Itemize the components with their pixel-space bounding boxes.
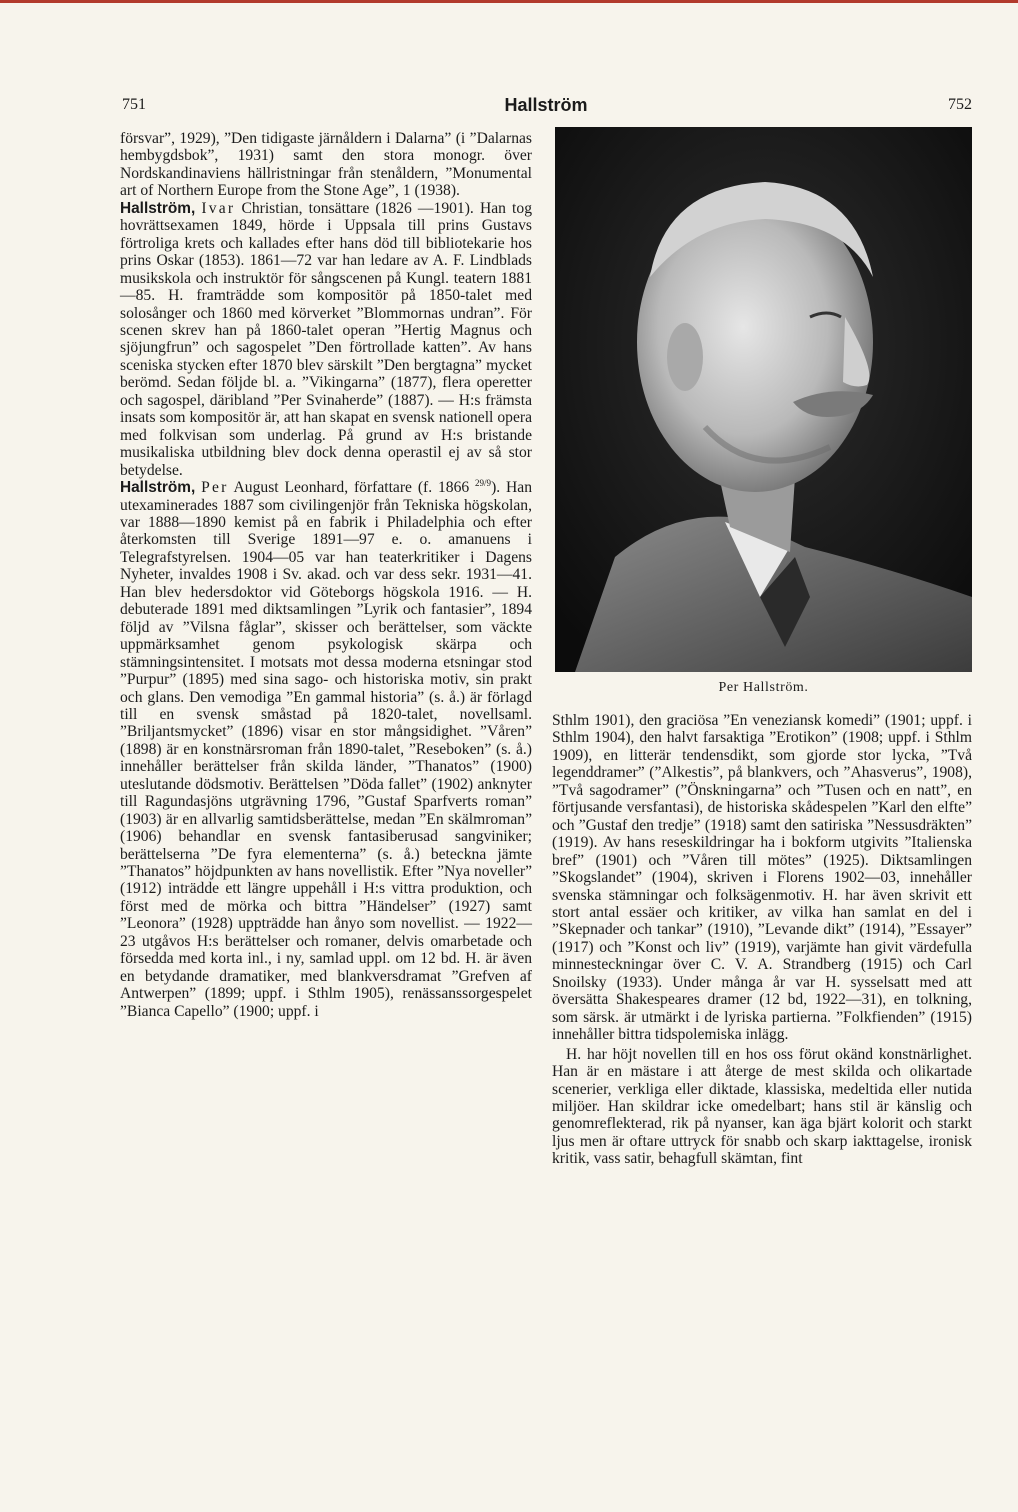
page-number-left: 751: [122, 96, 146, 113]
entry-firstname: Per: [201, 479, 229, 497]
left-column: [120, 130, 532, 1020]
right-paragraph-2: H. har höjt novellen till en hos oss förut okänd konstnärlighet. Han är en mästare i att återge de mest skilda och olikartade scenerier, verkliga eller diktade, klassiska, medeltida eller nutida miljöer. Han skildrar icke omedelbart; hans stil är känslig och genomreflekterad, rik på nyanser, kan äga bjärt kolorit och starkt ljus men är oftare uttryck för snabb och skarp iakttagelse, ironisk kritik, vass satir, behagfull skämtan, fint: [552, 1045, 972, 1168]
right-column: [552, 712, 972, 1168]
entry-firstname: Ivar: [201, 199, 236, 217]
right-paragraph-1: Sthlm 1901), den graciösa ”En veneziansk komedi” (1901; uppf. i Sthlm 1904), den halvt farsaktiga ”Erotikon” (1908; uppf. i Sthlm 1909), en litterär tendensdikt, som gjorde stor lycka, ”Två legenddramer” (”Alkestis”, på blankvers, och ”Ahasverus”, 1908), ”Två sagodramer” (”Önskningarna” och ”Tusen och en natt”, en förtjusande versfantasi), de historiska skådespelen ”Karl den elfte” och ”Gustaf den tredje” (1918) samt den satiriska ”Nessusdräkten” (1919). Av hans reseskildringar ha i bokform utgivits ”Italienska bref” (1901) och ”Våren till mötes” (1925). Diktsamlingen ”Skogslandet” (1904), skriven i Florens 1902—03, innehåller svenska stämningar och folksägenmotiv. H. har även skrivit ett stort antal essäer och kritiker, av vilka han samlat en del i ”Skepnader och tankar” (1910), ”Levande dikt” (1914), ”Essayer” (1917) och ”Konst och liv” (1919), varjämte han givit värdefulla minnesteckningar över C. V. A. Strandberg (1915) och Carl Snoilsky (1933). Under många år var H. sysselsatt med att översätta Shakespeares dramer (12 bd, 1922—31), en tolkning, som särsk. är utmärkt i de lyriska partierna. ”Folkfienden” (1915) innehåller bittra tidspolemiska inlägg.: [552, 712, 972, 1044]
birth-date-superscript: 29/9: [475, 477, 492, 488]
entry-ivar-hallstrom: [120, 200, 532, 479]
entry-body: Christian, tonsättare (1826 —1901). Han tog hovrättsexamen 1849, hörde i Uppsala till prins Gustavs förtroliga krets och kallades efter hans död till bibliotekarie hos prins Oskar (1853). 1861—72 var han ledare av A. F. Lindblads musikskola och instruktör för sångscenen på Kungl. teatern 1881—85. H. framträdde som kompositör på 1850-talet med solosånger och 1860 med körverket ”Blommornas undran”. För scenen skrev han på 1860-talet operan ”Hertig Magnus och sjöjungfrun” och sagospelet ”Den förtrollade katten”. Av hans sceniska stycken efter 1870 blev särskilt ”Den bergtagna” mycket berömd. Sedan följde bl. a. ”Vikingarna” (1877), flera operetter och sagospel, däribland ”Per Svinaherde” (1887). — H:s främsta insats som kompositör är, att han skapat en svensk nationell opera med folkvisan som underlag. På grund av H:s bristande musikaliska utbildning blev dock denna operastil ej av så stor betydelse.: [120, 199, 532, 479]
portrait-photo: [555, 127, 972, 672]
page-header: [120, 96, 972, 122]
entry-body-start: August Leonhard, författare (f. 1866: [233, 479, 470, 497]
entry-body: ). Han utexaminerades 1887 som civilingenjör från Tekniska högskolan, var 1888—1890 kemist på en fabrik i Philadelphia och efter återkomsten till Sverige 1891—97 e. o. amanuens i Telegrafstyrelsen. 1904—05 var han teaterkritiker i Dagens Nyheter, invaldes 1908 i Sv. akad. och var dess sekr. 1931—41. Han blev hedersdoktor vid Göteborgs högskola 1916. — H. debuterade 1891 med diktsamlingen ”Lyrik och fantasier”, 1894 följd av ”Vilsna fåglar”, skisser och berättelser, som väckte uppmärksamhet genom psykologisk skärpa och stämningsintensitet. I motsats mot dessa moderna etsningar stod ”Purpur” (1895) med sina sago- och historiska motiv, sin prakt och glans. Den vemodiga ”En gammal historia” (s. å.) är förlagd till en svensk småstad på 1820-talet, novellsaml. ”Briljantsmycket” (1896) visar en stor mångsidighet. ”Våren” (1898) är en konstnärsroman från 1890-talet, ”Reseboken” (s. å.) innehåller berättelser från skilda länder, ”Thanatos” (1900) uteslutande dödsmotiv. Berättelsen ”Döda fallet” (1902) anknyter till Ragundasjöns utgrävning 1796, ”Gustaf Sparfverts roman” (1903) är en allvarlig samtidsberättelse, medan ”En skälmroman” (1906) behandlar en svensk fantasiberusad sangviniker; berättelserna ”De fyra elementerna” (s. å.) beteckna jämte ”Thanatos” höjdpunkten av hans novellistik. Efter ”Nya noveller” (1912) inträdde ett längre uppehåll i H:s vittra produktion, och först med de mörka och bittra ”Händelser” (1927) samt ”Leonora” (1928) uppträdde han ånyo som novellist. — 1922—23 utgåvos H:s berättelser och romaner, delvis omarbetade och försedda med korta inl., i ny, samlad uppl. om 12 bd. H. är även en betydande dramatiker, med blankversdramat ”Grefven af Antwerpen” (1899; uppf. i Sthlm 1905), renässanssorgespelet ”Bianca Capello” (1900; uppf. i: [120, 479, 532, 1020]
entry-headword: Hallström,: [120, 199, 196, 217]
portrait-caption: Per Hallström.: [718, 680, 809, 695]
running-title: Hallström: [504, 95, 588, 115]
entry-headword: Hallström,: [120, 479, 196, 497]
portrait-illustration: [555, 127, 972, 672]
page-number-right: 752: [948, 96, 972, 113]
entry-per-hallstrom: [120, 479, 532, 1020]
intro-paragraph: försvar”, 1929), ”Den tidigaste järnåldern i Dalarna” (i ”Dalarnas hembygdsbok”, 1931) samt den stora monogr. över Nordskandinaviens hällristningar från stenåldern, ”Monumental art of Northern Europe from the Stone Age”, 1 (1938).: [120, 130, 532, 200]
page-top-rule: [0, 0, 1018, 3]
